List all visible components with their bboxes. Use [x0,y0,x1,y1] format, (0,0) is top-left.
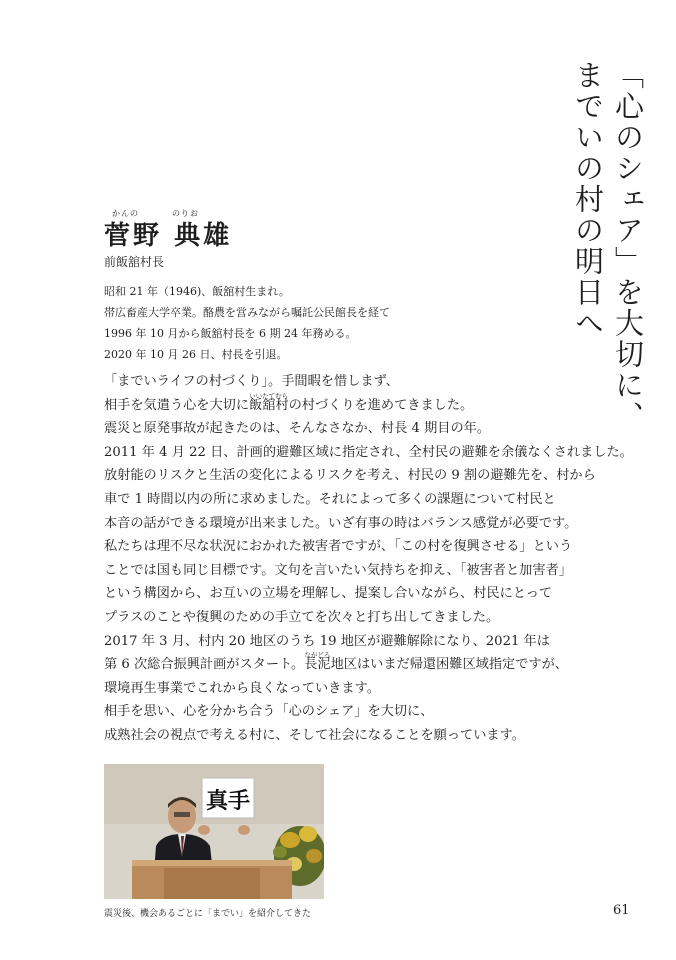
body-line [104,653,633,677]
author-name [104,215,232,252]
name-ruby-given: のりお [172,209,199,218]
ruby-text: いいたてむら [249,391,289,400]
sign-text: 真手 [205,789,251,814]
ruby-nagadoro [304,653,330,677]
title-line-2: までいの村の明日へ [571,60,605,339]
body-line [104,391,633,418]
ruby-iitate [249,391,289,418]
body-line: 私たちは理不尽な状況におかれた被害者ですが、「この村を復興させる」という [104,539,573,555]
body-line: 本音の話ができる環境が出来ました。いざ有事の時はバランス感覚が必要です。 [104,515,578,531]
author-given: 典雄 [174,221,233,251]
name-ruby-surname: かんの [112,209,139,218]
body-line: 2017 年 3 月、村内 20 地区のうち 19 地区が避難解除になり、2021 年は [104,633,550,649]
body-text-segment: 相手を気遣う心を大切に [104,397,250,413]
ruby-base: 飯舘 [249,397,276,413]
photo-caption: 震災後、機会あるごとに「までい」を紹介してきた [104,909,312,919]
body-line: ことでは国も同じ目標です。文句を言いたい気持ちを抑え、「被害者と加害者」 [104,562,572,578]
handwritten-sign [202,778,254,818]
ruby-base: 長泥 [304,657,331,673]
body-line: 環境再生事業でこれから良くなっていきます。 [104,680,380,696]
title-line-1: 「心のシェア」を大切に、 [611,60,645,432]
bio-line: 2020 年 10 月 26 日、村長を引退。 [104,348,288,361]
author-surname: 菅野 [104,221,163,251]
body-text-segment: 村の村づくりを進めてきました。 [275,397,474,413]
body-text-segment: 地区はいまだ帰還困難区域指定ですが、 [330,657,568,673]
bio-line: 帯広畜産大学卒業。酪農を営みながら嘱託公民館長を経て [104,306,390,319]
bio-line: 1996 年 10 月から飯舘村長を 6 期 24 年務める。 [104,327,357,340]
body-line: 震災と原発事故が起きたのは、そんなさなか、村長 4 期目の年。 [104,421,491,437]
ruby-text: ながどろ [304,651,331,660]
body-line: 2011 年 4 月 22 日、計画的避難区域に指定され、全村民の避難を余儀なくされました。 [104,444,633,460]
body-line: 車で 1 時間以内の所に求めました。それによって多くの課題について村民と [104,491,556,507]
body-line: という構図から、お互いの立場を理解し、提案し合いながら、村民にとって [104,586,553,602]
body-text [104,370,633,748]
speaker-photo [104,764,324,899]
author-bio [104,281,390,365]
body-line: 相手を思い、心を分かち合う「心のシェア」を大切に、 [104,704,434,720]
body-line: 「までいライフの村づくり」。手間暇を惜しまず、 [104,374,399,389]
podium [132,860,292,899]
body-line: プラスのことや復興のための手立てを次々と打ち出してきました。 [104,609,500,625]
body-line: 放射能のリスクと生活の変化によるリスクを考え、村民の 9 割の避難先を、村から [104,468,596,484]
bio-line: 昭和 21 年（1946)、飯舘村生まれ。 [104,285,290,298]
body-text-segment: 第 6 次総合振興計画がスタート。 [104,657,305,673]
author-role: 前飯舘村長 [104,255,165,269]
body-line: 成熟社会の視点で考える村に、そして社会になることを願っています。 [104,727,525,743]
vertical-title [568,60,648,432]
page-number: 61 [613,903,630,918]
